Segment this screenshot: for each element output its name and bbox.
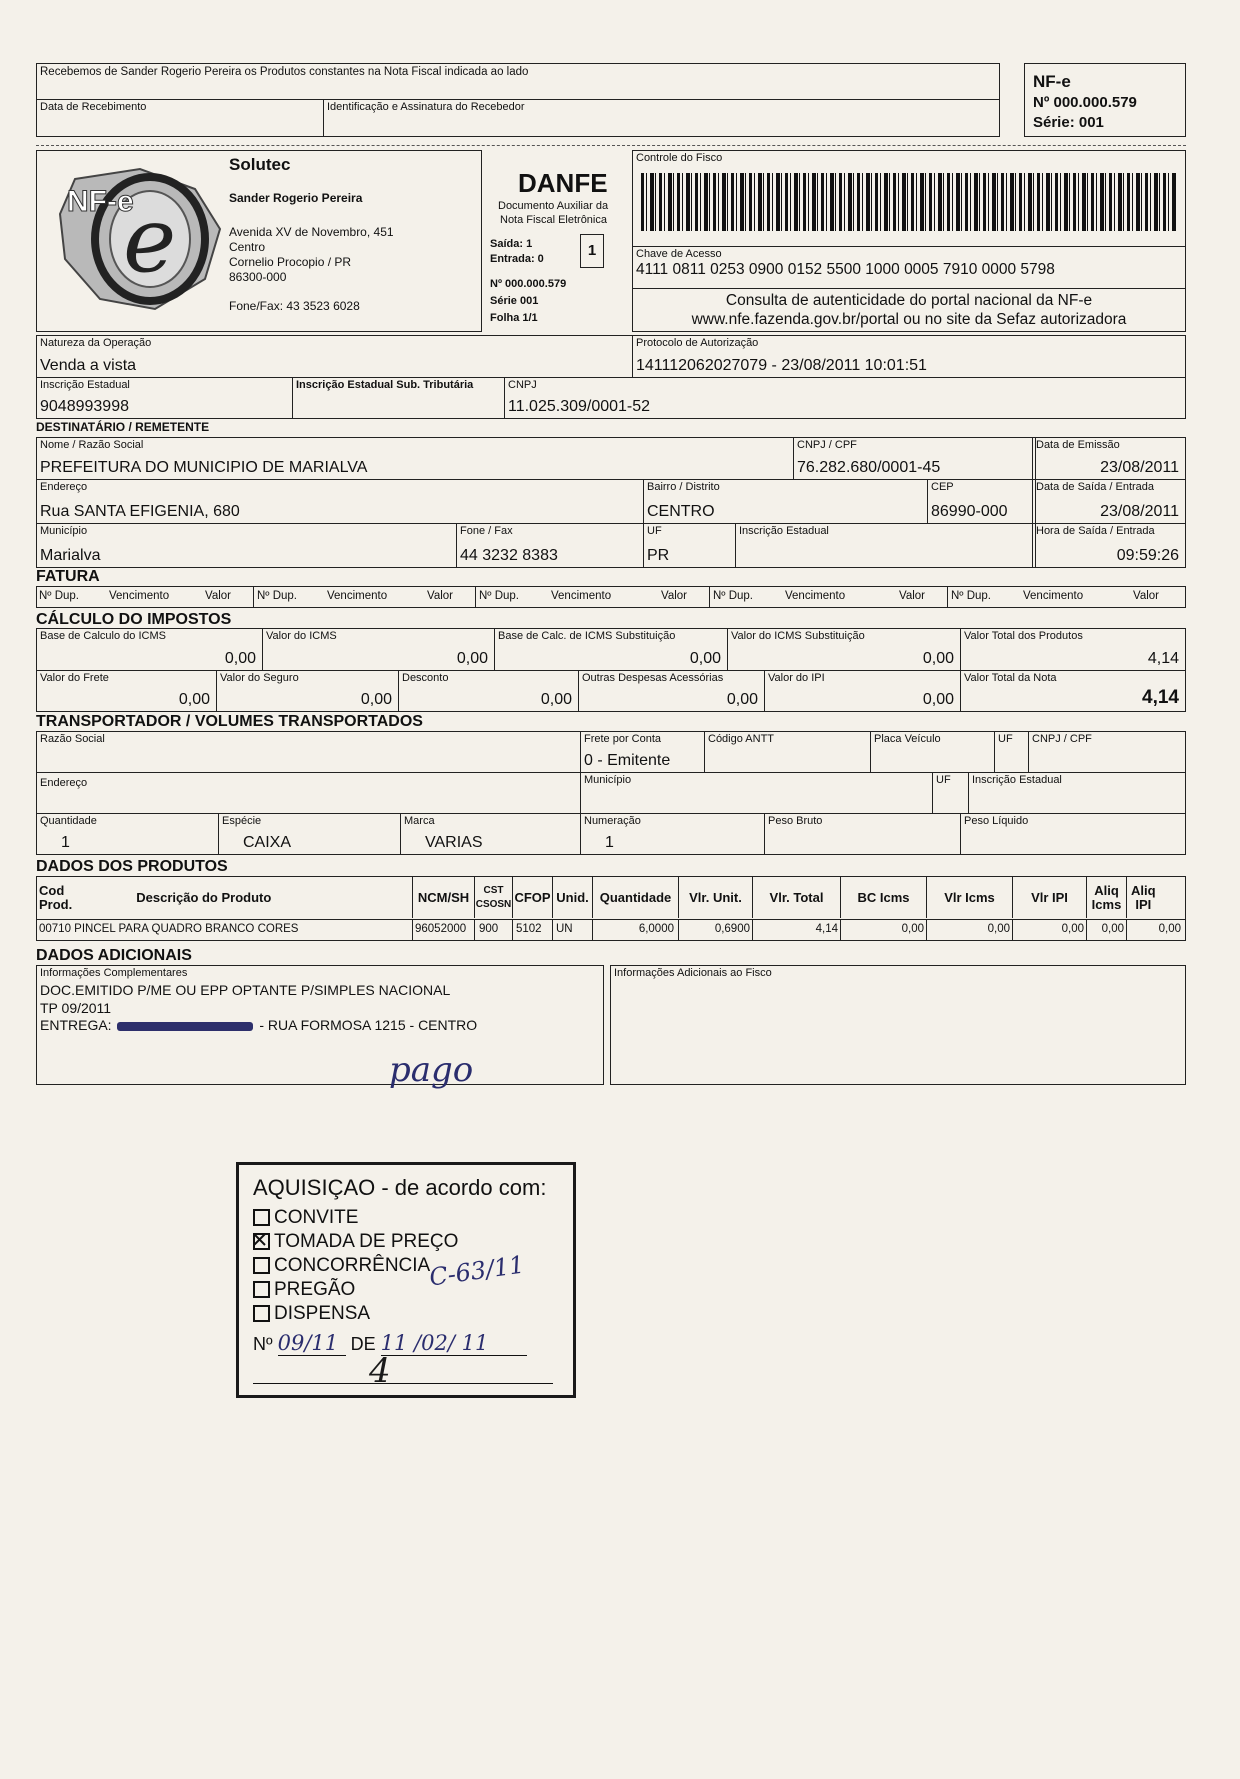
operation-block <box>36 335 1186 419</box>
recipient-name-label: Nome / Razão Social <box>40 439 144 451</box>
row-vunit: 0,6900 <box>679 920 753 940</box>
fisco-info-label: Informações Adicionais ao Fisco <box>614 967 772 979</box>
row-aliqipi: 0,00 <box>1158 923 1181 935</box>
complementary-info-label: Informações Complementares <box>40 967 188 979</box>
nature-cell <box>37 336 633 378</box>
emitter-address4: 86300-000 <box>229 270 287 284</box>
divider <box>323 99 324 137</box>
transport-section-title: TRANSPORTADOR / VOLUMES TRANSPORTADOS <box>36 713 423 730</box>
fatura-section-title: FATURA <box>36 568 100 585</box>
protocol-cell <box>633 336 1185 378</box>
acquisition-stamp <box>236 1162 576 1398</box>
row-bcicms: 0,00 <box>841 920 927 940</box>
plate-label: Placa Veículo <box>874 733 941 745</box>
divider <box>253 587 254 607</box>
numbering-value: 1 <box>605 834 614 851</box>
brand-value: VARIAS <box>425 834 483 851</box>
carrier-uf2-label: UF <box>936 774 951 786</box>
recipient-cnpj-cell <box>794 438 1035 480</box>
receipt-stub <box>36 63 1000 137</box>
stamp-hand-note: C-63/11 <box>427 1250 527 1292</box>
carrier-cnpj-cell <box>1029 732 1185 773</box>
complementary-line1: DOC.EMITIDO P/ME OU EPP OPTANTE P/SIMPLES NACIONAL <box>40 982 451 998</box>
net-weight-cell <box>961 814 1185 854</box>
exit-date-cell <box>1033 480 1185 524</box>
recipient-name-value: PREFEITURA DO MUNICIPIO DE MARIALVA <box>40 459 368 476</box>
recipient-block <box>36 437 1036 568</box>
complementary-info-box <box>36 965 604 1090</box>
nfe-series: Série: 001 <box>1033 114 1104 131</box>
row-qty: 6,0000 <box>593 920 679 940</box>
checkbox-icon <box>253 1209 270 1226</box>
col-header-cst: CST CSOSN <box>475 877 513 918</box>
danfe-series: Série 001 <box>490 295 539 307</box>
base-st-value: 0,00 <box>689 650 721 667</box>
stamp-option: TOMADA DE PREÇO <box>253 1231 458 1253</box>
redaction-mark <box>117 1022 253 1031</box>
icms-st-value: 0,00 <box>922 650 954 667</box>
fatura-col: Valor <box>1133 590 1159 602</box>
nfe-number: Nº 000.000.579 <box>1033 94 1137 111</box>
iest-cell <box>293 378 505 418</box>
receipt-text: Recebemos de Sander Rogerio Pereira os Produtos constantes na Nota Fiscal indicada ao lado <box>40 66 529 78</box>
col-header-cod: Cod Prod. <box>39 882 73 912</box>
fatura-col: Valor <box>661 590 687 602</box>
emitter-person: Sander Rogerio Pereira <box>229 191 363 205</box>
fisco-control-label: Controle do Fisco <box>636 152 723 164</box>
freight-value: 0,00 <box>178 691 210 708</box>
antt-label: Código ANTT <box>708 733 775 745</box>
ipi-label: Valor do IPI <box>768 672 825 684</box>
divider <box>475 587 476 607</box>
recipient-phone-label: Fone / Fax <box>460 525 513 537</box>
col-header-aliqicms: Aliq Icms <box>1087 877 1127 918</box>
divider <box>37 99 999 100</box>
col-header-vicms: Vlr Icms <box>927 877 1013 918</box>
recipient-district-cell <box>644 480 928 524</box>
access-key-value: 4111 0811 0253 0900 0152 5500 1000 0005 7910 0000 5798 <box>636 261 1055 278</box>
fatura-col: Vencimento <box>1023 590 1084 602</box>
col-header-qty: Quantidade <box>593 877 679 918</box>
recipient-cep-label: CEP <box>931 481 954 493</box>
col-header-cod-desc <box>37 877 413 918</box>
insurance-cell <box>217 671 399 711</box>
checkbox-icon <box>253 1281 270 1298</box>
danfe-type-box: 1 <box>580 234 604 268</box>
col-header-vunit: Vlr. Unit. <box>679 877 753 918</box>
ie-label: Inscrição Estadual <box>40 379 130 391</box>
divider <box>947 587 948 607</box>
row-ncm: 96052000 <box>413 920 475 940</box>
fatura-col: Nº Dup. <box>951 590 991 602</box>
carrier-name-label: Razão Social <box>40 733 105 745</box>
row-vipi: 0,00 <box>1013 920 1087 940</box>
stamp-option: DISPENSA <box>253 1303 370 1325</box>
fatura-col: Nº Dup. <box>479 590 519 602</box>
access-key-label: Chave de Acesso <box>636 248 722 260</box>
row-cst: 900 <box>475 920 513 940</box>
emitter-address1: Avenida XV de Novembro, 451 <box>229 225 394 239</box>
recipient-address-cell <box>37 480 644 524</box>
numbering-cell <box>581 814 765 854</box>
handwritten-paid: pago <box>389 1050 474 1090</box>
fisco-block <box>632 150 1186 332</box>
complementary-line3 <box>40 1017 477 1033</box>
recipient-cnpj-value: 76.282.680/0001-45 <box>797 459 941 476</box>
exit-time-value: 09:59:26 <box>1116 547 1179 564</box>
recipient-cnpj-label: CNPJ / CPF <box>797 439 857 451</box>
other-cell <box>579 671 765 711</box>
recipient-name-cell <box>37 438 794 480</box>
col-header-cfop: CFOP <box>513 877 553 918</box>
danfe-block <box>486 150 626 332</box>
recipient-uf-cell <box>644 524 736 567</box>
base-icms-label: Base de Calculo do ICMS <box>40 630 166 642</box>
stamp-option: PREGÃO <box>253 1279 355 1301</box>
fatura-col: Nº Dup. <box>257 590 297 602</box>
ie-value: 9048993998 <box>40 398 129 415</box>
recipient-dates-block <box>1032 437 1186 568</box>
total-cell <box>961 671 1185 711</box>
brand-label: Marca <box>404 815 435 827</box>
recipient-section-title: DESTINATÁRIO / REMETENTE <box>36 420 210 434</box>
col-header-bcicms: BC Icms <box>841 877 927 918</box>
recipient-ie-label: Inscrição Estadual <box>739 525 829 537</box>
freight-label: Valor do Frete <box>40 672 109 684</box>
net-weight-label: Peso Líquido <box>964 815 1029 827</box>
discount-cell <box>399 671 579 711</box>
carrier-cnpj-label: CNPJ / CPF <box>1032 733 1092 745</box>
fatura-block <box>36 586 1186 608</box>
species-value: CAIXA <box>243 834 292 851</box>
checkbox-icon <box>253 1305 270 1322</box>
total-label: Valor Total da Nota <box>964 672 1057 684</box>
nature-value: Venda a vista <box>40 357 137 374</box>
complementary-line2: TP 09/2011 <box>40 1000 112 1016</box>
carrier-uf-cell <box>995 732 1029 773</box>
danfe-folha: Folha 1/1 <box>490 312 538 324</box>
emitter-address2: Centro <box>229 240 266 254</box>
receipt-date-label: Data de Recebimento <box>40 101 147 113</box>
row-vtotal: 4,14 <box>753 920 841 940</box>
recipient-cep-value: 86990-000 <box>931 503 1008 520</box>
gross-weight-label: Peso Bruto <box>768 815 823 827</box>
divider <box>633 246 1185 247</box>
col-header-vipi: Vlr IPI <box>1013 877 1087 918</box>
species-label: Espécie <box>222 815 262 827</box>
consult-line1: Consulta de autenticidade do portal nacional da NF-e <box>725 292 1093 309</box>
carrier-name-cell <box>37 732 581 773</box>
volume-qty-label: Quantidade <box>40 815 97 827</box>
recipient-city-value: Marialva <box>40 547 101 564</box>
carrier-uf2-cell <box>933 773 969 814</box>
emitter-block <box>36 150 482 332</box>
stamp-number-value: 09/11 <box>278 1331 346 1356</box>
products-table <box>36 876 1186 941</box>
stamp-signature: 4 <box>369 1351 391 1391</box>
delivery-suffix: - RUA FORMOSA 1215 - CENTRO <box>259 1017 478 1033</box>
recipient-uf-value: PR <box>647 547 670 564</box>
brand-cell <box>401 814 581 854</box>
row-cfop: 5102 <box>513 920 553 940</box>
recipient-phone-value: 44 3232 8383 <box>460 547 558 564</box>
recipient-phone-cell <box>457 524 644 567</box>
fatura-col: Vencimento <box>785 590 846 602</box>
recipient-uf-label: UF <box>647 525 662 537</box>
col-header-desc: Descrição do Produto <box>136 889 272 905</box>
danfe-title: DANFE <box>518 168 608 198</box>
fatura-col: Valor <box>205 590 231 602</box>
carrier-uf-label: UF <box>998 733 1013 745</box>
cnpj-cell <box>505 378 1185 418</box>
cut-line <box>36 145 1186 146</box>
icms-label: Valor do ICMS <box>266 630 337 642</box>
danfe-number: Nº 000.000.579 <box>490 278 567 290</box>
carrier-address-label: Endereço <box>40 777 88 789</box>
antt-cell <box>705 732 871 773</box>
total-products-cell <box>961 629 1185 671</box>
row-aliqicms: 0,00 <box>1087 920 1127 940</box>
carrier-city-cell <box>581 773 933 814</box>
danfe-entrada: Entrada: 0 <box>490 253 544 265</box>
total-products-value: 4,14 <box>1147 650 1179 667</box>
insurance-value: 0,00 <box>360 691 392 708</box>
ipi-value: 0,00 <box>922 691 954 708</box>
col-header-vtotal: Vlr. Total <box>753 877 841 918</box>
svg-text:e: e <box>123 188 177 293</box>
emission-date-cell <box>1033 438 1185 480</box>
fatura-col: Nº Dup. <box>39 590 79 602</box>
exit-time-cell <box>1033 524 1185 567</box>
iest-label: Inscrição Estadual Sub. Tributária <box>296 379 474 391</box>
exit-date-label: Data de Saída / Entrada <box>1036 481 1155 493</box>
carrier-ie-cell <box>969 773 1185 814</box>
recipient-district-value: CENTRO <box>647 503 715 520</box>
consult-line2: www.nfe.fazenda.gov.br/portal ou no site da Sefaz autorizadora <box>691 311 1127 328</box>
discount-value: 0,00 <box>540 691 572 708</box>
protocol-label: Protocolo de Autorização <box>636 337 759 349</box>
protocol-value: 141112062027079 - 23/08/2011 10:01:51 <box>636 357 927 374</box>
fatura-col: Valor <box>899 590 925 602</box>
taxes-block <box>36 628 1186 712</box>
recipient-cep-cell <box>928 480 1035 524</box>
recipient-city-label: Município <box>40 525 88 537</box>
volume-qty-cell <box>37 814 219 854</box>
cnpj-label: CNPJ <box>508 379 537 391</box>
divider <box>709 587 710 607</box>
emission-date-value: 23/08/2011 <box>1100 459 1179 476</box>
stamp-option: CONCORRÊNCIA <box>253 1255 430 1277</box>
recipient-address-value: Rua SANTA EFIGENIA, 680 <box>40 503 240 520</box>
base-st-cell <box>495 629 728 671</box>
exit-date-value: 23/08/2011 <box>1100 503 1179 520</box>
total-products-label: Valor Total dos Produtos <box>964 630 1083 642</box>
emission-date-label: Data de Emissão <box>1036 439 1120 451</box>
fatura-col: Vencimento <box>109 590 170 602</box>
insurance-label: Valor do Seguro <box>220 672 299 684</box>
row-cod-desc: 00710 PINCEL PARA QUADRO BRANCO CORES <box>37 920 413 940</box>
transport-block <box>36 731 1186 855</box>
discount-label: Desconto <box>402 672 449 684</box>
additional-section-title: DADOS ADICIONAIS <box>36 947 192 964</box>
recipient-district-label: Bairro / Distrito <box>647 481 720 493</box>
emitter-phone: Fone/Fax: 43 3523 6028 <box>229 299 360 313</box>
recipient-address-label: Endereço <box>40 481 88 493</box>
row-vicms: 0,00 <box>927 920 1013 940</box>
fatura-col: Nº Dup. <box>713 590 753 602</box>
nfe-logo-icon <box>45 159 235 319</box>
receipt-signature-label: Identificação e Assinatura do Recebedor <box>327 101 525 113</box>
col-header-ncm: NCM/SH <box>413 877 475 918</box>
checkbox-icon <box>253 1257 270 1274</box>
row-unid: UN <box>553 920 593 940</box>
taxes-section-title: CÁLCULO DO IMPOSTOS <box>36 611 232 628</box>
plate-cell <box>871 732 995 773</box>
carrier-ie-label: Inscrição Estadual <box>972 774 1062 786</box>
fisco-info-box <box>610 965 1186 1085</box>
base-icms-value: 0,00 <box>224 650 256 667</box>
fatura-col: Vencimento <box>327 590 388 602</box>
col-header-unid: Unid. <box>553 877 593 918</box>
volume-qty-value: 1 <box>61 834 70 851</box>
table-row <box>37 920 1185 940</box>
total-value: 4,14 <box>1142 687 1179 708</box>
emitter-name: Solutec <box>229 155 291 174</box>
danfe-saida: Saída: 1 <box>490 238 533 250</box>
carrier-city-label: Município <box>584 774 632 786</box>
freight-cell <box>37 671 217 711</box>
icms-st-cell <box>728 629 961 671</box>
danfe-subtitle2: Nota Fiscal Eletrônica <box>500 214 607 226</box>
recipient-ie-cell <box>736 524 1035 567</box>
svg-text:NF-e: NF-e <box>67 185 134 218</box>
freight-mode-value: 0 - Emitente <box>584 752 671 769</box>
emitter-address3: Cornelio Procopio / PR <box>229 255 352 269</box>
base-st-label: Base de Calc. de ICMS Substituição <box>498 630 676 642</box>
species-cell <box>219 814 401 854</box>
recipient-city-cell <box>37 524 457 567</box>
base-icms-cell <box>37 629 263 671</box>
numbering-label: Numeração <box>584 815 641 827</box>
stamp-date-value: 11 /02/ 11 <box>381 1331 527 1356</box>
stamp-signature-line <box>253 1383 553 1384</box>
barcode <box>641 173 1176 231</box>
freight-mode-cell <box>581 732 705 773</box>
cnpj-value: 11.025.309/0001-52 <box>508 398 651 415</box>
exit-time-label: Hora de Saída / Entrada <box>1036 525 1155 537</box>
fatura-col: Vencimento <box>551 590 612 602</box>
checked-checkbox-icon <box>253 1233 270 1250</box>
other-value: 0,00 <box>726 691 758 708</box>
nfe-number-box <box>1024 63 1186 137</box>
ipi-cell <box>765 671 961 711</box>
carrier-address-cell <box>37 773 581 814</box>
icms-st-label: Valor do ICMS Substituição <box>731 630 865 642</box>
ie-cell <box>37 378 293 418</box>
stamp-number-prefix: Nº <box>253 1334 273 1354</box>
freight-mode-label: Frete por Conta <box>584 733 662 745</box>
other-label: Outras Despesas Acessórias <box>582 672 724 684</box>
delivery-prefix: ENTREGA: <box>40 1017 112 1033</box>
products-header-row <box>37 877 1185 920</box>
icms-cell <box>263 629 495 671</box>
gross-weight-cell <box>765 814 961 854</box>
stamp-title: AQUISIÇAO - de acordo com: <box>253 1175 547 1200</box>
products-section-title: DADOS DOS PRODUTOS <box>36 858 228 875</box>
nfe-label: NF-e <box>1033 72 1071 91</box>
nature-label: Natureza da Operação <box>40 337 152 349</box>
col-header-aliqipi: Aliq IPI <box>1131 882 1156 912</box>
fatura-col: Valor <box>427 590 453 602</box>
danfe-subtitle1: Documento Auxiliar da <box>498 200 609 212</box>
stamp-de: DE <box>350 1334 376 1354</box>
icms-value: 0,00 <box>456 650 488 667</box>
stamp-option: CONVITE <box>253 1207 358 1229</box>
divider <box>633 288 1185 289</box>
